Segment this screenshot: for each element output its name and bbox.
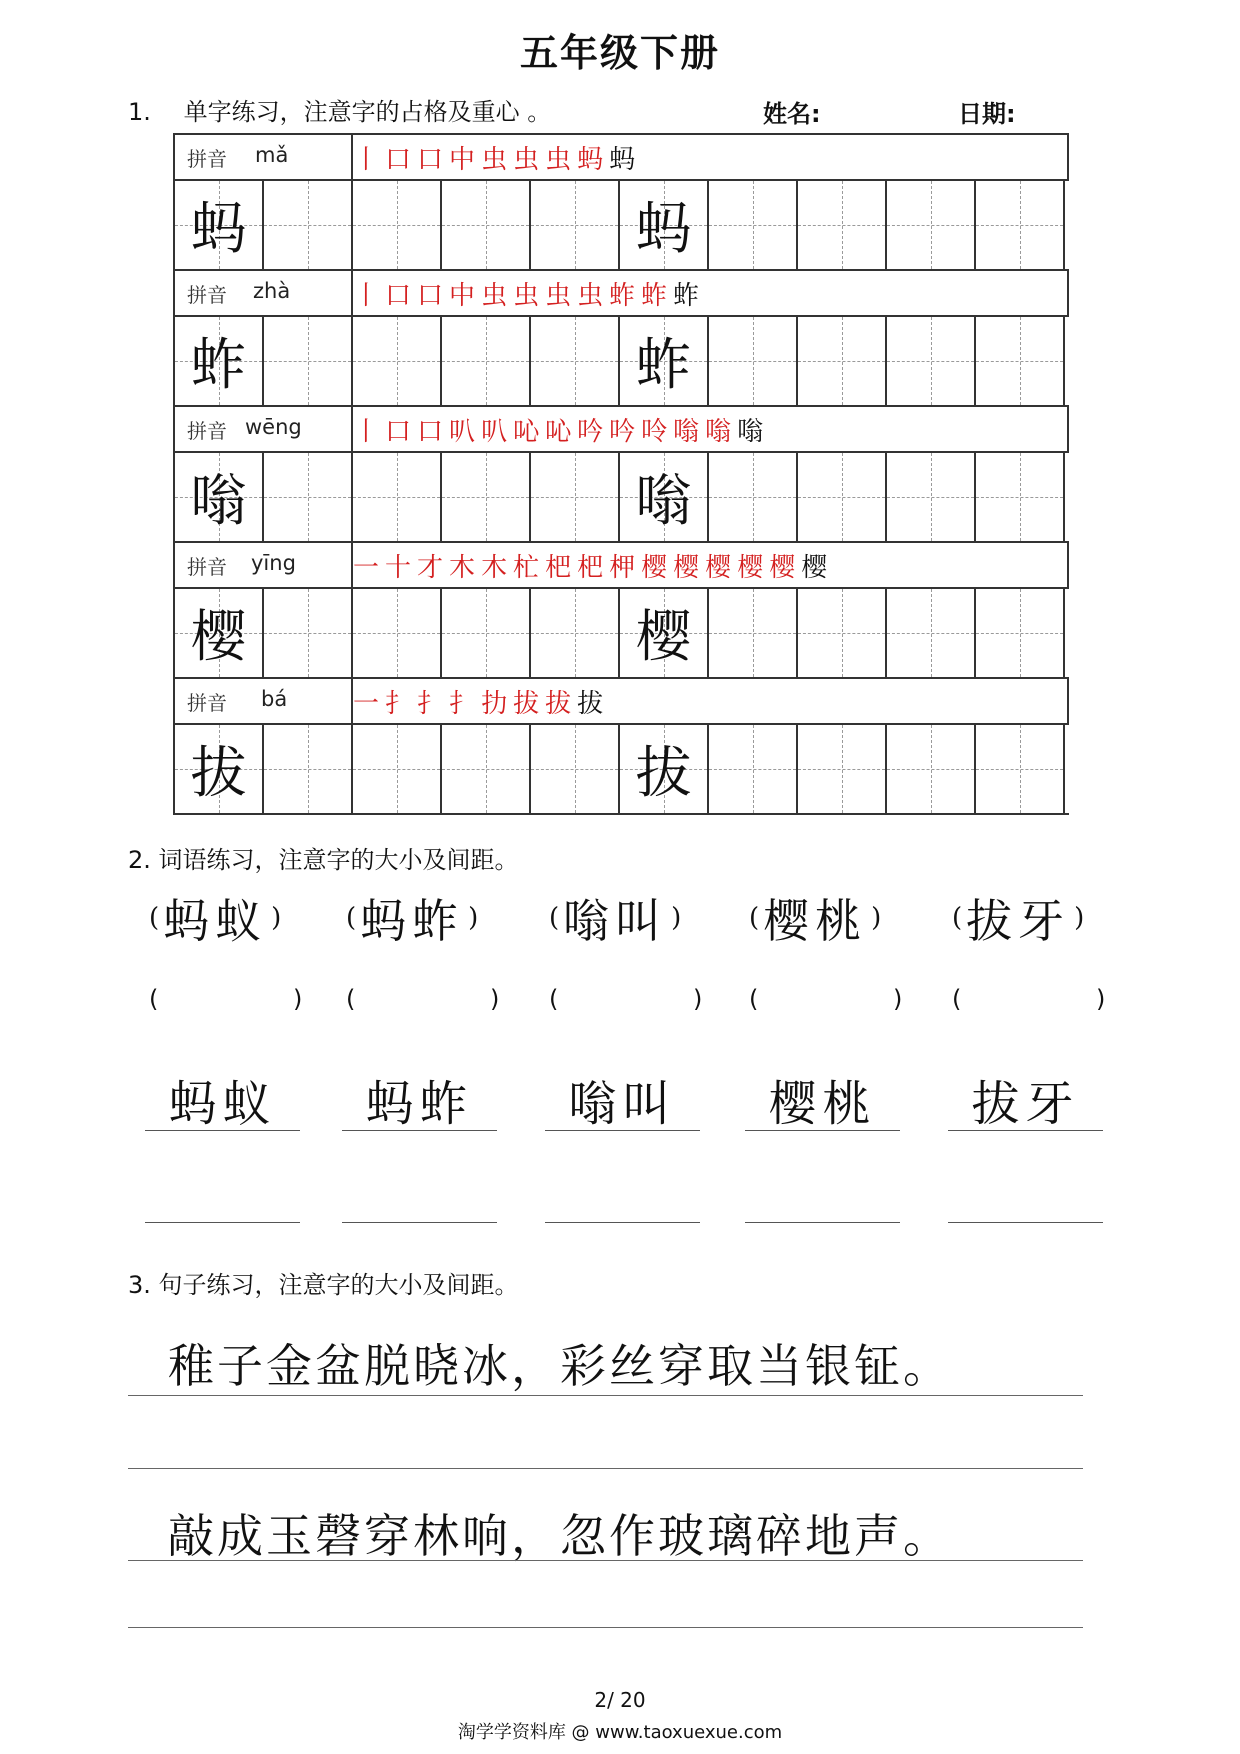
word-writing-line[interactable] bbox=[145, 1222, 300, 1223]
stroke-step: 扌 bbox=[385, 688, 412, 719]
word-writing-line[interactable] bbox=[948, 1222, 1103, 1223]
pinyin-blank-open: ( bbox=[549, 985, 559, 1013]
practice-cell[interactable] bbox=[531, 589, 620, 677]
stroke-step: 吣 bbox=[545, 416, 572, 447]
stroke-step: 口 bbox=[417, 280, 444, 311]
page-number: 2/ 20 bbox=[594, 1688, 646, 1712]
practice-cell[interactable] bbox=[353, 589, 442, 677]
stroke-step: 口 bbox=[385, 144, 412, 175]
word-tracing: 嗡叫 bbox=[568, 1076, 677, 1132]
word-text: 拔牙 bbox=[966, 894, 1071, 948]
word-text: 蚂蚁 bbox=[163, 894, 268, 948]
practice-cell[interactable] bbox=[976, 181, 1065, 269]
stroke-step: 丨 bbox=[353, 416, 380, 447]
stroke-step: 虫 bbox=[513, 144, 540, 175]
stroke-order bbox=[353, 138, 641, 176]
model-char-cell bbox=[175, 317, 264, 405]
practice-cell[interactable] bbox=[887, 725, 976, 813]
stroke-step: 吟 bbox=[609, 416, 636, 447]
word-text: 蚂蚱 bbox=[360, 894, 465, 948]
pinyin-text: wēng bbox=[245, 415, 302, 439]
model-char: 蚱 bbox=[190, 333, 247, 398]
pinyin-text: yīng bbox=[251, 551, 296, 575]
stroke-step: 樱 bbox=[673, 552, 700, 583]
practice-cell[interactable] bbox=[709, 453, 798, 541]
model-char-cell bbox=[620, 181, 709, 269]
pinyin-label: 拼音 bbox=[187, 691, 227, 715]
pinyin-label: 拼音 bbox=[187, 147, 227, 171]
word-model bbox=[952, 885, 1084, 951]
stroke-step: 柙 bbox=[609, 552, 636, 583]
model-char-cell bbox=[175, 589, 264, 677]
stroke-step: 樱 bbox=[641, 552, 668, 583]
pinyin-text: zhà bbox=[253, 279, 291, 303]
stroke-step: 樱 bbox=[705, 552, 732, 583]
paren-close: ) bbox=[468, 903, 479, 933]
word-model bbox=[149, 885, 281, 951]
stroke-step: 蚱 bbox=[609, 280, 636, 311]
word-writing-line[interactable] bbox=[545, 1222, 700, 1223]
practice-cell[interactable] bbox=[353, 453, 442, 541]
word-underline bbox=[745, 1130, 900, 1131]
stroke-step: 中 bbox=[449, 280, 476, 311]
char-info-row bbox=[175, 541, 1069, 587]
practice-cell[interactable] bbox=[798, 589, 887, 677]
pinyin-label: 拼音 bbox=[187, 555, 227, 579]
practice-cell[interactable] bbox=[442, 589, 531, 677]
practice-cell[interactable] bbox=[709, 589, 798, 677]
practice-cell[interactable] bbox=[798, 453, 887, 541]
practice-cell[interactable] bbox=[264, 725, 353, 813]
practice-cell[interactable] bbox=[887, 317, 976, 405]
practice-cell[interactable] bbox=[442, 181, 531, 269]
name-label: 姓名: bbox=[763, 100, 821, 128]
stroke-step: 丨 bbox=[353, 144, 380, 175]
pinyin-label: 拼音 bbox=[187, 283, 227, 307]
sentence-model: 稚子金盆脱晓冰，彩丝穿取当银钲。 bbox=[168, 1339, 952, 1393]
pinyin-blank-field[interactable] bbox=[966, 985, 1091, 1015]
practice-cell[interactable] bbox=[798, 317, 887, 405]
word-writing-line[interactable] bbox=[342, 1222, 497, 1223]
char-info-row bbox=[175, 677, 1069, 723]
sentence-underline bbox=[128, 1560, 1083, 1561]
stroke-step: 吣 bbox=[513, 416, 540, 447]
word-tracing: 蚂蚁 bbox=[168, 1076, 277, 1132]
stroke-step: 木 bbox=[449, 552, 476, 583]
pinyin-blank-open: ( bbox=[149, 985, 159, 1013]
word-model bbox=[549, 885, 681, 951]
stroke-order bbox=[353, 274, 705, 312]
stroke-order bbox=[353, 410, 769, 448]
practice-cell[interactable] bbox=[531, 181, 620, 269]
stroke-step: 杷 bbox=[545, 552, 572, 583]
model-char: 樱 bbox=[635, 605, 692, 670]
stroke-step: 十 bbox=[385, 552, 412, 583]
sentence-model: 敲成玉磬穿林响，忽作玻璃碎地声。 bbox=[168, 1509, 952, 1563]
stroke-step: 虫 bbox=[481, 280, 508, 311]
char-cells-row bbox=[175, 723, 1069, 815]
stroke-step: 口 bbox=[385, 280, 412, 311]
stroke-step: 扐 bbox=[481, 688, 508, 719]
practice-cell[interactable] bbox=[442, 725, 531, 813]
practice-cell[interactable] bbox=[709, 181, 798, 269]
stroke-step: 呤 bbox=[641, 416, 668, 447]
stroke-step: 虫 bbox=[513, 280, 540, 311]
stroke-step: 口 bbox=[417, 416, 444, 447]
word-underline bbox=[342, 1130, 497, 1131]
practice-cell[interactable] bbox=[976, 725, 1065, 813]
stroke-step: 蚱 bbox=[673, 280, 700, 311]
word-underline bbox=[948, 1130, 1103, 1131]
stroke-step: 木 bbox=[481, 552, 508, 583]
stroke-step: 吟 bbox=[577, 416, 604, 447]
practice-cell[interactable] bbox=[798, 181, 887, 269]
practice-cell[interactable] bbox=[887, 453, 976, 541]
paren-open: ( bbox=[549, 903, 560, 933]
stroke-step: 扌 bbox=[417, 688, 444, 719]
section2-heading: 2. 词语练习，注意字的大小及间距。 bbox=[128, 846, 519, 874]
practice-cell[interactable] bbox=[442, 453, 531, 541]
section3-heading: 3. 句子练习，注意字的大小及间距。 bbox=[128, 1271, 519, 1299]
stroke-step: 樱 bbox=[737, 552, 764, 583]
section1-number: 1. bbox=[128, 98, 151, 126]
stroke-step: 中 bbox=[449, 144, 476, 175]
stroke-step: 叭 bbox=[481, 416, 508, 447]
char-cells-row bbox=[175, 315, 1069, 405]
stroke-step: 一 bbox=[353, 688, 380, 719]
pinyin-blank-field[interactable] bbox=[163, 985, 288, 1015]
practice-cell[interactable] bbox=[531, 317, 620, 405]
model-char: 嗡 bbox=[190, 469, 247, 534]
char-info-row bbox=[175, 133, 1069, 179]
stroke-step: 一 bbox=[353, 552, 380, 583]
stroke-step: 蚂 bbox=[577, 144, 604, 175]
model-char-cell bbox=[620, 453, 709, 541]
paren-open: ( bbox=[149, 903, 160, 933]
model-char: 拔 bbox=[190, 741, 247, 806]
practice-cell[interactable] bbox=[976, 589, 1065, 677]
word-text: 嗡叫 bbox=[563, 894, 668, 948]
practice-cell[interactable] bbox=[353, 181, 442, 269]
word-tracing: 蚂蚱 bbox=[365, 1076, 474, 1132]
word-underline bbox=[545, 1130, 700, 1131]
stroke-step: 嗡 bbox=[673, 416, 700, 447]
practice-cell[interactable] bbox=[531, 725, 620, 813]
word-tracing: 拔牙 bbox=[971, 1076, 1080, 1132]
sentence-writing-line[interactable] bbox=[128, 1468, 1083, 1469]
stroke-step: 口 bbox=[417, 144, 444, 175]
stroke-step: 杧 bbox=[513, 552, 540, 583]
model-char-cell bbox=[620, 589, 709, 677]
paren-open: ( bbox=[346, 903, 357, 933]
stroke-step: 蚱 bbox=[641, 280, 668, 311]
practice-cell[interactable] bbox=[353, 725, 442, 813]
pinyin-blank-open: ( bbox=[749, 985, 759, 1013]
pinyin-blank-close: ) bbox=[893, 985, 903, 1013]
model-char: 蚂 bbox=[635, 197, 692, 262]
stroke-step: 拔 bbox=[545, 688, 572, 719]
stroke-step: 虫 bbox=[545, 280, 572, 311]
practice-cell[interactable] bbox=[264, 317, 353, 405]
pinyin-blank-open: ( bbox=[346, 985, 356, 1013]
stroke-step: 才 bbox=[417, 552, 444, 583]
section1-text: 单字练习，注意字的占格及重心 。 bbox=[183, 98, 552, 126]
pinyin-blank-field[interactable] bbox=[763, 985, 888, 1015]
practice-cell[interactable] bbox=[442, 317, 531, 405]
stroke-step: 樱 bbox=[801, 552, 828, 583]
model-char-cell bbox=[175, 725, 264, 813]
practice-cell[interactable] bbox=[887, 181, 976, 269]
footer-source: 淘学学资料库 @ www.taoxuexue.com bbox=[457, 1722, 783, 1743]
practice-cell[interactable] bbox=[264, 453, 353, 541]
word-underline bbox=[145, 1130, 300, 1131]
word-text: 樱桃 bbox=[763, 894, 868, 948]
practice-cell[interactable] bbox=[353, 317, 442, 405]
pinyin-text: bá bbox=[261, 687, 288, 711]
paren-close: ) bbox=[1074, 903, 1085, 933]
stroke-step: 杷 bbox=[577, 552, 604, 583]
char-cells-row bbox=[175, 587, 1069, 677]
word-model bbox=[749, 885, 881, 951]
character-practice-grid bbox=[173, 133, 1069, 815]
pinyin-label: 拼音 bbox=[187, 419, 227, 443]
model-char: 蚱 bbox=[635, 333, 692, 398]
model-char-cell bbox=[175, 453, 264, 541]
stroke-step: 樱 bbox=[769, 552, 796, 583]
model-char-cell bbox=[620, 317, 709, 405]
stroke-order bbox=[353, 682, 609, 720]
pinyin-blank-close: ) bbox=[293, 985, 303, 1013]
paren-close: ) bbox=[671, 903, 682, 933]
model-char: 蚂 bbox=[190, 197, 247, 262]
char-cells-row bbox=[175, 451, 1069, 541]
model-char: 樱 bbox=[190, 605, 247, 670]
stroke-step: 虫 bbox=[481, 144, 508, 175]
practice-cell[interactable] bbox=[976, 453, 1065, 541]
practice-cell[interactable] bbox=[887, 589, 976, 677]
date-label: 日期: bbox=[958, 100, 1016, 128]
pinyin-blank-field[interactable] bbox=[360, 985, 485, 1015]
model-char-cell bbox=[175, 181, 264, 269]
practice-cell[interactable] bbox=[798, 725, 887, 813]
sentence-underline bbox=[128, 1395, 1083, 1396]
stroke-step: 拔 bbox=[577, 688, 604, 719]
model-char-cell bbox=[620, 725, 709, 813]
stroke-step: 蚂 bbox=[609, 144, 636, 175]
word-writing-line[interactable] bbox=[745, 1222, 900, 1223]
pinyin-blank-field[interactable] bbox=[563, 985, 688, 1015]
sentence-writing-line[interactable] bbox=[128, 1627, 1083, 1628]
paren-close: ) bbox=[871, 903, 882, 933]
model-char: 拔 bbox=[635, 741, 692, 806]
char-info-row bbox=[175, 405, 1069, 451]
pinyin-blank-close: ) bbox=[693, 985, 703, 1013]
stroke-step: 丨 bbox=[353, 280, 380, 311]
stroke-step: 扌 bbox=[449, 688, 476, 719]
practice-cell[interactable] bbox=[709, 317, 798, 405]
practice-cell[interactable] bbox=[264, 181, 353, 269]
stroke-order bbox=[353, 546, 833, 584]
paren-open: ( bbox=[749, 903, 760, 933]
section1-heading bbox=[128, 92, 551, 127]
stroke-step: 虫 bbox=[577, 280, 604, 311]
practice-cell[interactable] bbox=[976, 317, 1065, 405]
pinyin-blank-close: ) bbox=[1096, 985, 1106, 1013]
stroke-step: 叭 bbox=[449, 416, 476, 447]
practice-cell[interactable] bbox=[264, 589, 353, 677]
word-model bbox=[346, 885, 478, 951]
pinyin-blank-close: ) bbox=[490, 985, 500, 1013]
word-tracing: 樱桃 bbox=[768, 1076, 877, 1132]
stroke-step: 嗡 bbox=[737, 416, 764, 447]
char-info-row bbox=[175, 269, 1069, 315]
practice-cell[interactable] bbox=[709, 725, 798, 813]
page-title: 五年级下册 bbox=[519, 31, 720, 75]
stroke-step: 虫 bbox=[545, 144, 572, 175]
char-cells-row bbox=[175, 179, 1069, 269]
stroke-step: 嗡 bbox=[705, 416, 732, 447]
model-char: 嗡 bbox=[635, 469, 692, 534]
paren-open: ( bbox=[952, 903, 963, 933]
pinyin-blank-open: ( bbox=[952, 985, 962, 1013]
pinyin-text: mǎ bbox=[255, 143, 289, 167]
stroke-step: 拔 bbox=[513, 688, 540, 719]
stroke-step: 口 bbox=[385, 416, 412, 447]
paren-close: ) bbox=[271, 903, 282, 933]
practice-cell[interactable] bbox=[531, 453, 620, 541]
